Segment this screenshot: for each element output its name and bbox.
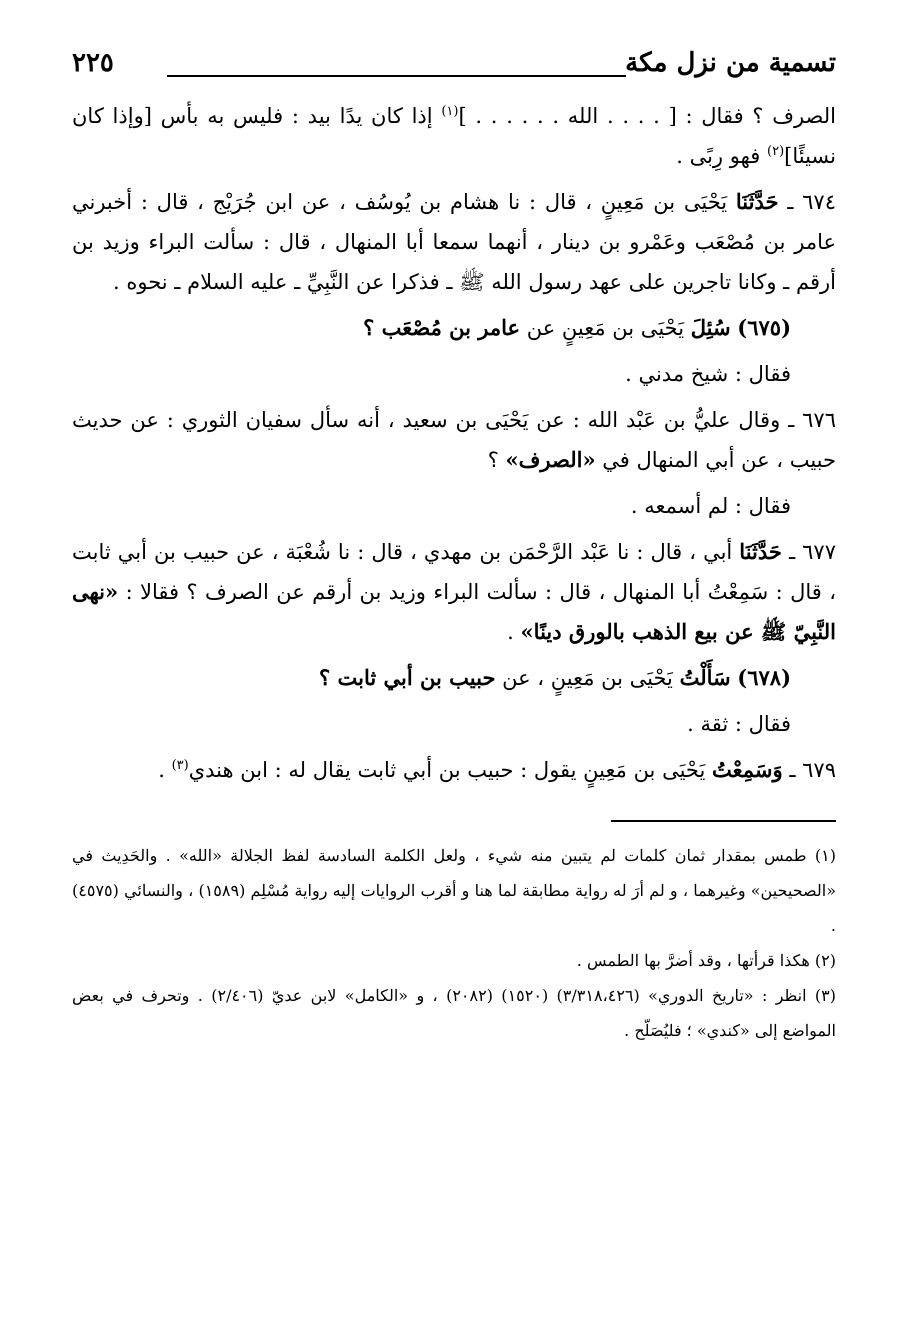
paragraph-677: ٦٧٧ ـ حَدَّثَنَا أبي ، قال : نا عَبْد الرَّحْمَن بن مهدي ، قال : نا شُعْبَة ، عن حبيب بن أبي ثابت ، قال : سَمِعْتُ أبا المنهال ، قال : سألت البراء وزيد بن أرقم عن الصرف ؟ فقالا : «نهى النَّبِيّ ﷺ عن بيع الذهب بالورق دينًا» .: [72, 539, 836, 644]
paragraph-675-answer: فقال : شيخ مدني .: [625, 362, 791, 386]
paragraph-continuation: الصرف ؟ فقال : [ . . . . الله . . . . . . ]$^{(١)}$ إذا كان يدًا بيد : فليس به بأس [وإذا كان نسيئًا]$^{(٢)}$ فهو رِبًى .: [72, 104, 836, 168]
entry-lead: سُئِلَ: [690, 315, 731, 340]
page-number: ٢٢٥: [72, 48, 114, 78]
entry-number: ٦٧٧ ـ: [788, 540, 836, 564]
header-rule: [167, 75, 626, 77]
entry-lead: وَسَمِعْتُ: [712, 757, 783, 782]
entry-number: ٦٧٩ ـ: [789, 758, 836, 782]
paragraph-675: (٦٧٥) سُئِلَ يَحْيَى بن مَعِينٍ عن عامر بن مُصْعَب ؟: [363, 315, 791, 340]
entry-lead: حَدَّثَنَا: [735, 189, 779, 214]
running-title: تسمية من نزل مكة: [625, 48, 836, 78]
page-header: [72, 48, 836, 96]
paragraph-678-answer: فقال : ثقة .: [687, 712, 791, 736]
footnote-ref-1: (١): [441, 104, 459, 119]
paragraph-676-answer: فقال : لم أسمعه .: [630, 494, 791, 518]
footnote-ref-3: (٣): [171, 758, 189, 773]
paragraph-678: (٦٧٨) سَأَلْتُ يَحْيَى بن مَعِينٍ ، عن حبيب بن أبي ثابت ؟: [319, 665, 791, 690]
paragraph-676: ٦٧٦ ـ وقال عليُّ بن عَبْد الله : عن يَحْيَى بن سعيد ، أنه سأل سفيان الثوري : عن حديث حبيب ، عن أبي المنهال في «الصرف» ؟: [72, 408, 836, 472]
paragraph-679: ٦٧٩ ـ وَسَمِعْتُ يَحْيَى بن مَعِينٍ يقول : حبيب بن أبي ثابت يقال له : ابن هندي$^{(٣)}$ .: [158, 757, 836, 782]
main-text: [72, 96, 836, 790]
entry-number: (٦٧٥): [737, 315, 791, 340]
entry-lead: سَأَلْتُ: [679, 665, 731, 690]
entry-number: (٦٧٨): [737, 665, 791, 690]
entry-number: ٦٧٦ ـ: [788, 408, 836, 432]
footnotes: [72, 838, 836, 1048]
footnote-ref-2: (٢): [767, 144, 785, 159]
footnote-3: (٣) انظر : «تاريخ الدوري» (٣/٣١٨،٤٢٦) (١٥٢٠) (٢٠٨٢) ، و «الكامل» لابن عديّ (٢/٤٠٦) . وتحرف في بعض المواضع إلى «كندي» ؛ فليُصَلّح .: [72, 986, 837, 1040]
book-page: [72, 48, 836, 1310]
footnote-separator: [611, 820, 836, 822]
entry-number: ٦٧٤ ـ: [787, 190, 836, 214]
footnote-1: (١) طمس بمقدار ثمان كلمات لم يتبين منه شيء ، ولعل الكلمة السادسة لفظ الجلالة «الله» . والحَدِيث في «الصحيحين» وغيرهما ، و لم أرَ له رواية مطابقة لما هنا و أقرب الروايات إليه رواية مُسْلِم (١٥٨٩) ، والنسائي (٤٥٧٥) .: [72, 846, 837, 935]
paragraph-674: ٦٧٤ ـ حَدَّثَنَا يَحْيَى بن مَعِينٍ ، قال : نا هشام بن يُوسُف ، عن ابن جُرَيْج ، قال : أخبرني عامر بن مُصْعَب وعَمْرو بن دينار ، أنهما سمعا أبا المنهال ، قال : سألت البراء وزيد بن أرقم ـ وكانا تاجرين على عهد رسول الله ﷺ ـ فذكرا عن النَّبِيِّ ـ عليه السلام ـ نحوه .: [72, 189, 836, 294]
footnote-2: (٢) هكذا قرأتها ، وقد أضرَّ بها الطمس .: [576, 951, 836, 970]
entry-lead: حَدَّثَنَا: [739, 539, 782, 564]
